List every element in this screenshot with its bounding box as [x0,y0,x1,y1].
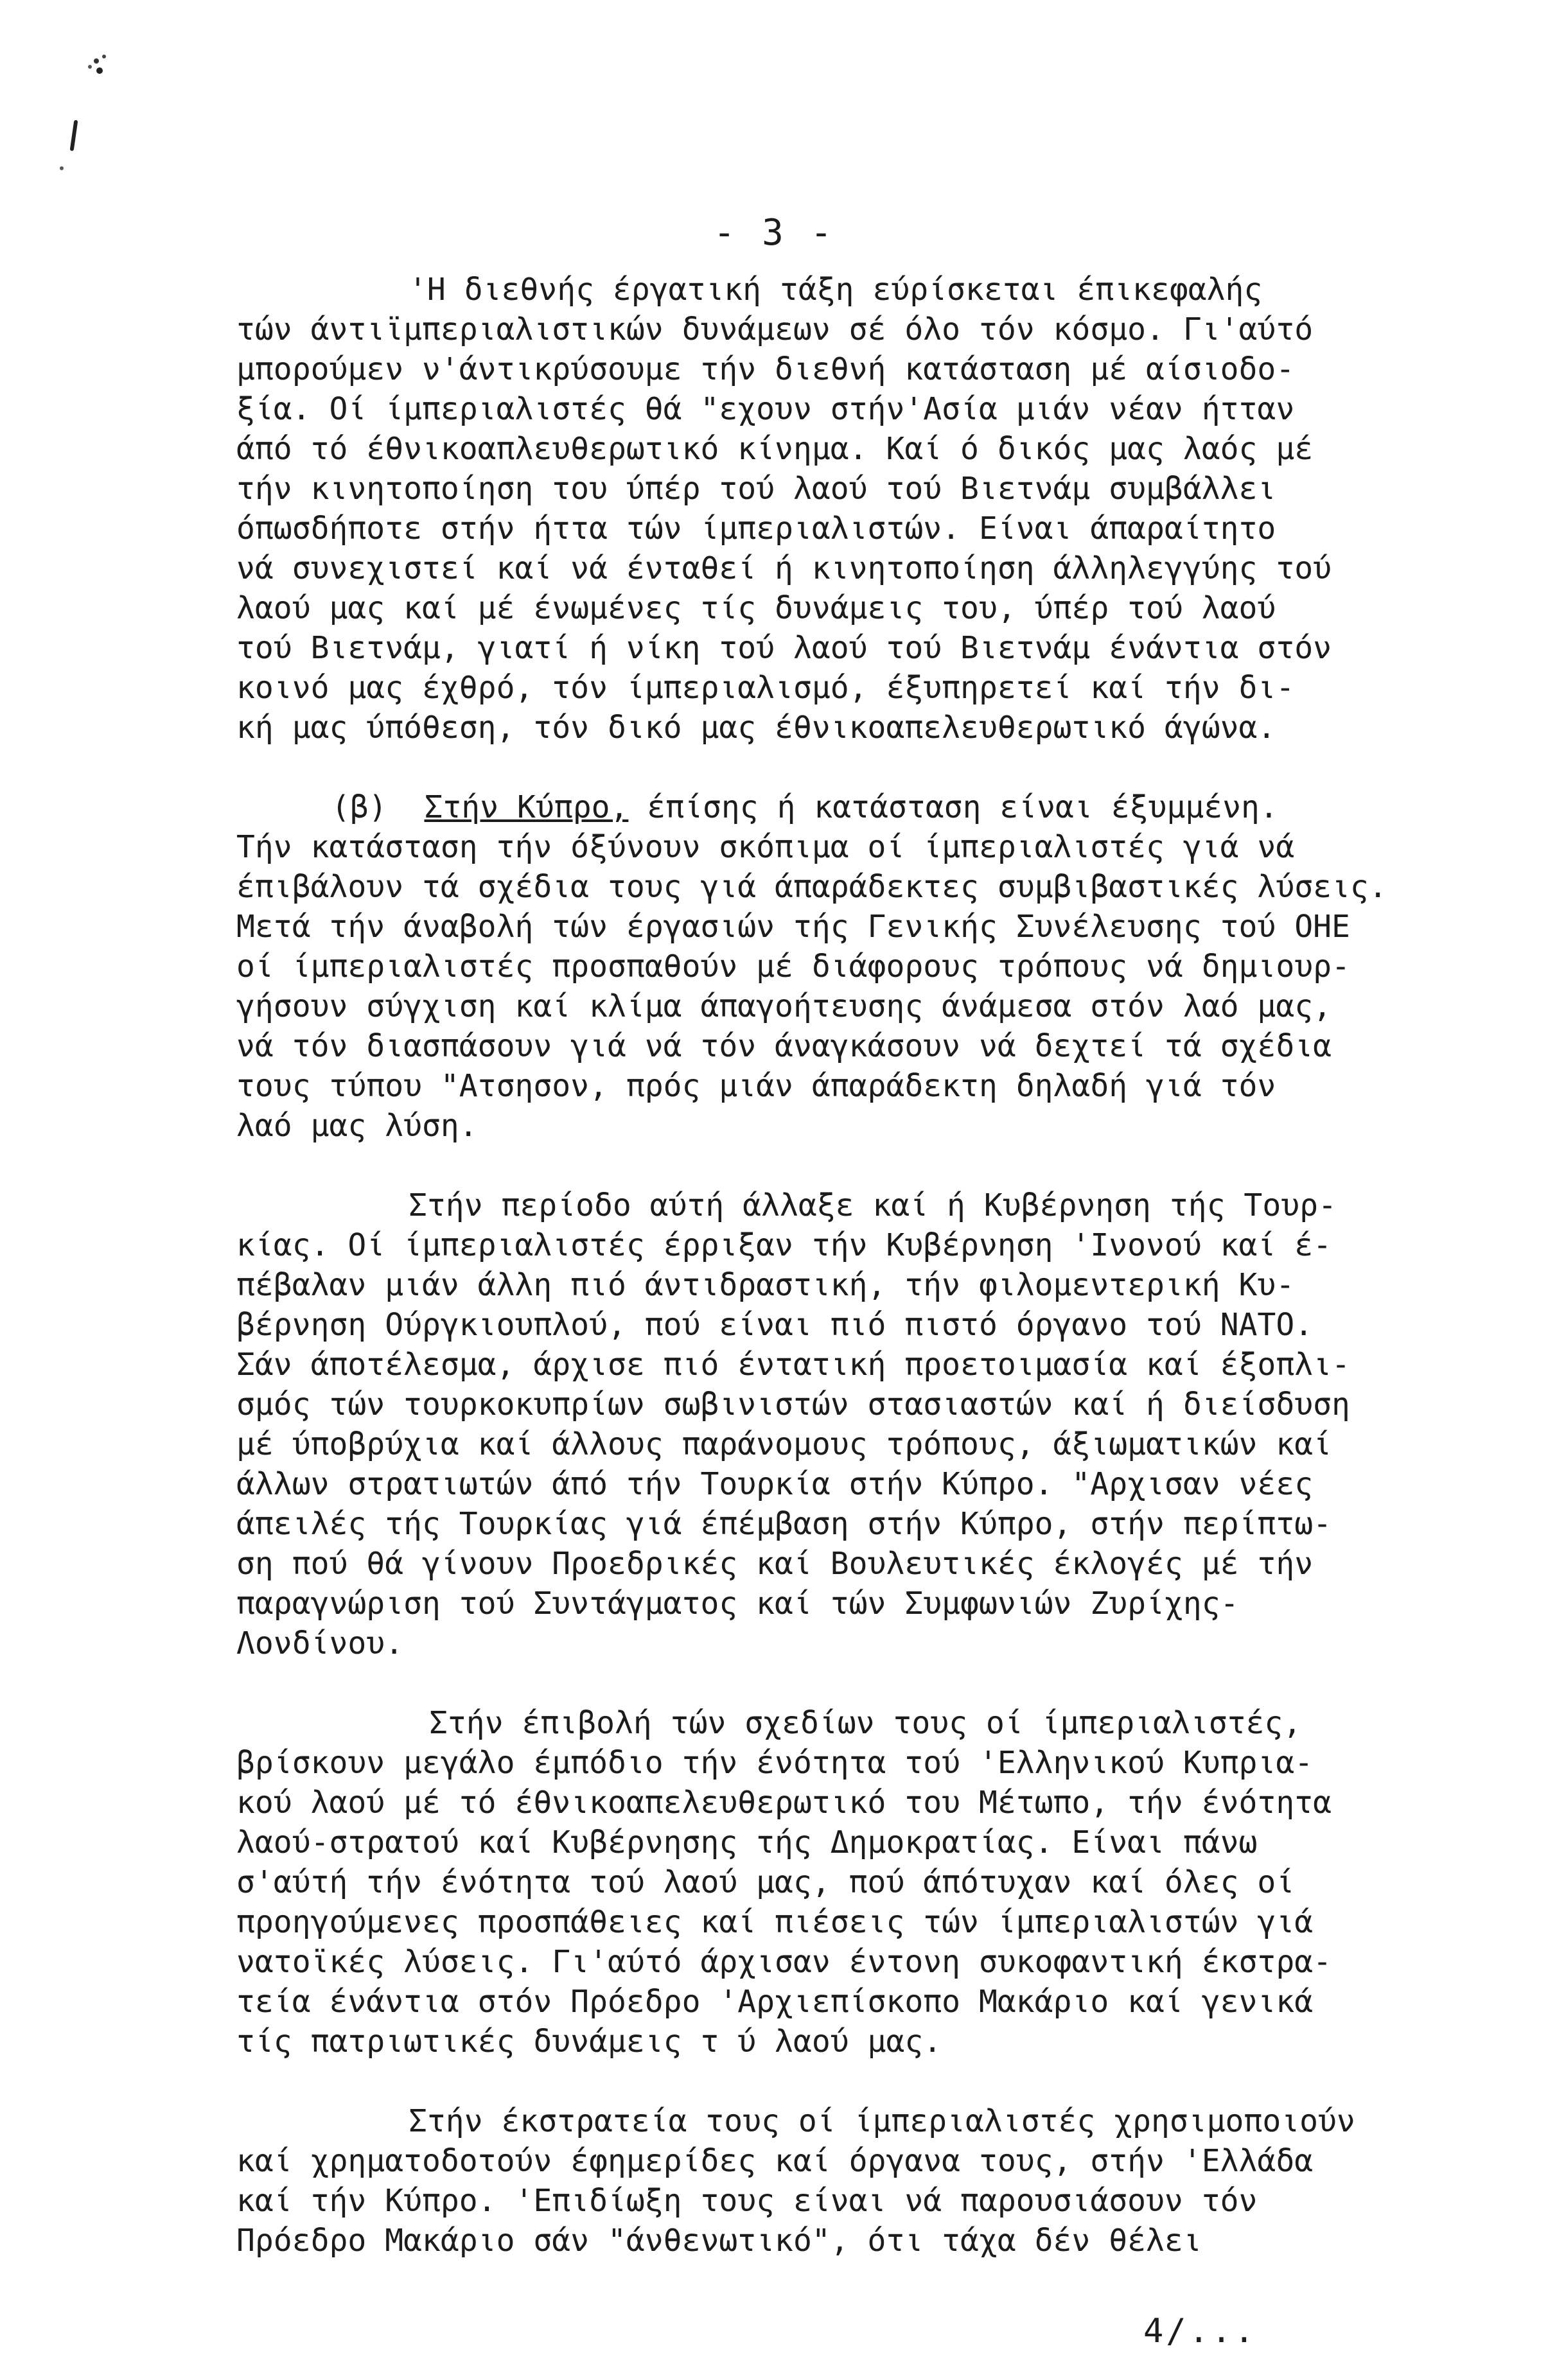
text-line: λαού μας καί μέ ένωμένες τίς δυνάμεις του, ύπέρ τού λαού [236,590,1276,626]
text-line: ξία. Οί ίμπεριαλιστές θά "εχουν στήν'Ασία μιάν νέαν ήτταν [236,391,1295,427]
section-label: (β) [331,789,387,825]
text-line: σ'αύτή τήν ένότητα τού λαού μας, πού άπότυχαν καί όλες οί [236,1864,1295,1900]
text-line: άλλων στρατιωτών άπό τήν Τουρκία στήν Κύπρο. "Αρχισαν νέες [236,1466,1314,1502]
text-line: Στήν έκστρατεία τους οί ίμπεριαλιστές χρησιμοποιούν [409,2103,1355,2139]
text-line: Σάν άποτέλεσμα, άρχισε πιό έντατική προετοιμασία καί έξοπλι- [236,1347,1350,1383]
continuation-marker: 4/... [1143,2312,1257,2350]
text-line: κοινό μας έχθρό, τόν ίμπεριαλισμό, έξυπηρετεί καί τήν δι- [236,670,1295,706]
text-line: νατοϊκές λύσεις. Γι'αύτό άρχισαν έντονη συκοφαντική έκστρα- [236,1944,1332,1980]
paragraph-international-working-class [236,270,1457,748]
text-line: Τήν κατάσταση τήν όξύνουν σκόπιμα οί ίμπεριαλιστές γιά νά [236,829,1295,865]
text-line: οί ίμπεριαλιστές προσπαθούν μέ διάφορους τρόπους νά δημιουρ- [236,949,1350,984]
text-line: 'Η διεθνής έργατική τάξη εύρίσκεται έπικεφαλής [409,272,1263,308]
text-line: τών άντιϊμπεριαλιστικών δυνάμεων σέ όλο τόν κόσμο. Γι'αύτό [236,311,1314,347]
text-line: τίς πατριωτικές δυνάμεις τ ύ λαού μας. [236,2024,942,2060]
text-line: λαού-στρατού καί Κυβέρνησης τής Δημοκρατίας. Είναι πάνω [236,1824,1258,1860]
text-line: έπιβάλουν τά σχέδια τους γιά άπαράδεκτες συμβιβαστικές λύσεις. [236,869,1387,905]
text-line: μπορούμεν ν'άντικρύσουμε τήν διεθνή κατάσταση μέ αίσιοδο- [236,351,1295,387]
text-line: Μετά τήν άναβολή τών έργασιών τής Γενικής Συνέλευσης τού ΟΗΕ [236,909,1350,945]
text-line: τήν κινητοποίηση του ύπέρ τού λαού τού Βιετνάμ συμβάλλει [236,471,1276,507]
section-heading: Στήν Κύπρο, [424,789,629,825]
text-line: Πρόεδρο Μακάριο σάν "άνθενωτικό", ότι τάχα δέν θέλει [236,2223,1202,2259]
text-line: άπό τό έθνικοαπλευθερωτικό κίνημα. Καί ό δικός μας λαός μέ [236,431,1314,467]
text-line: γήσουν σύγχιση καί κλίμα άπαγοήτευσης άνάμεσα στόν λαό μας, [236,988,1332,1024]
text-line: Στήν περίοδο αύτή άλλαξε καί ή Κυβέρνηση τής Τουρ- [409,1187,1337,1223]
text-line: Λονδίνου. [236,1625,404,1661]
text-fragment: έπίσης ή κατάσταση είναι έξυμμένη. [628,789,1278,825]
text-line: τού Βιετνάμ, γιατί ή νίκη τού λαού τού Βιετνάμ ένάντια στόν [236,630,1332,666]
paragraph-cyprus-situation [236,787,1457,1146]
text-line: κίας. Οί ίμπεριαλιστές έρριξαν τήν Κυβέρνηση 'Ινονού καί έ- [236,1227,1332,1263]
paragraph-press-campaign [236,2101,1457,2261]
page-number: - 3 - [713,212,835,254]
text-line: τους τύπου "Ατσησον, πρός μιάν άπαράδεκτη δηλαδή γιά τόν [236,1068,1276,1104]
text-line: λαό μας λύση. [236,1108,478,1144]
scan-specks [0,0,141,193]
text-line: βρίσκουν μεγάλο έμπόδιο τήν ένότητα τού 'Ελληνικού Κυπρια- [236,1745,1314,1781]
text-line: όπωσδήποτε στήν ήττα τών ίμπεριαλιστών. Είναι άπαραίτητο [236,511,1276,547]
text-line: κή μας ύπόθεση, τόν δικό μας έθνικοαπελευθερωτικό άγώνα. [236,710,1276,746]
text-line: κού λαού μέ τό έθνικοαπελευθερωτικό του Μέτωπο, τήν ένότητα [236,1785,1332,1821]
text-line: βέρνηση Ούργκιουπλού, πού είναι πιό πιστό όργανο τού ΝΑΤΟ. [236,1307,1314,1343]
text-line: μέ ύποβρύχια καί άλλους παράνομους τρόπους, άξιωματικών καί [236,1426,1332,1462]
text-line: Στήν έπιβολή τών σχεδίων τους οί ίμπεριαλιστές, [429,1705,1302,1741]
text-line: παραγνώριση τού Συντάγματος καί τών Συμφωνιών Ζυρίχης- [236,1586,1239,1622]
paragraph-unity-obstacle [236,1703,1457,2061]
text-line: πέβαλαν μιάν άλλη πιό άντιδραστική, τήν φιλομεντερική Κυ- [236,1267,1295,1303]
text-line: νά συνεχιστεί καί νά ένταθεί ή κινητοποίηση άλληλεγγύης τού [236,550,1332,586]
paragraph-turkish-government [236,1186,1457,1663]
text-line: ση πού θά γίνουν Προεδρικές καί Βουλευτικές έκλογές μέ τήν [236,1546,1314,1582]
text-line: καί χρηματοδοτούν έφημερίδες καί όργανα τους, στήν 'Ελλάδα [236,2143,1314,2179]
text-line: προηγούμενες προσπάθειες καί πιέσεις τών ίμπεριαλιστών γιά [236,1904,1314,1940]
body-text [236,270,1457,2261]
text-line: τεία ένάντια στόν Πρόεδρο 'Αρχιεπίσκοπο Μακάριο καί γενικά [236,1984,1314,2020]
text-line: καί τήν Κύπρο. 'Επιδίωξη τους είναι νά παρουσιάσουν τόν [236,2183,1258,2219]
text-line: σμός τών τουρκοκυπρίων σωβινιστών στασιαστών καί ή διείσδυση [236,1387,1350,1422]
text-line: νά τόν διασπάσουν γιά νά τόν άναγκάσουν νά δεχτεί τά σχέδια [236,1028,1332,1064]
section-heading-line [236,787,1457,827]
text-line: άπειλές τής Τουρκίας γιά έπέμβαση στήν Κύπρο, στήν περίπτω- [236,1506,1332,1542]
